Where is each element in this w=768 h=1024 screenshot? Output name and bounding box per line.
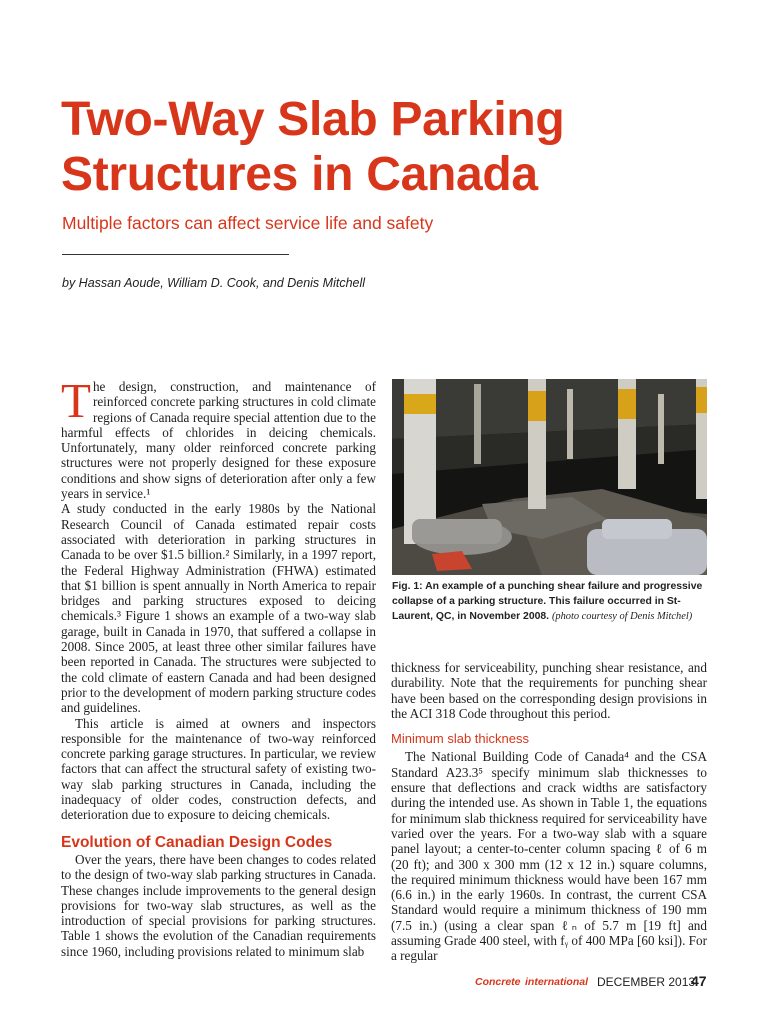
section-heading: Evolution of Canadian Design Codes bbox=[61, 833, 333, 851]
body-paragraph: This article is aimed at owners and inspectors responsible for the maintenance of two-way reinforced concrete parking garage structures. In particular, we review factors that can affect the structural safety of existing two-way slab parking structures in Canada, including the inadequacy of older codes, construction defects, and deterioration due to exposure to deicing chemicals. bbox=[61, 715, 376, 823]
magazine-logo-part2: international bbox=[525, 976, 589, 988]
caption-text: Fig. 1: An example of a punching shear failure and progressive collapse of a parking structure. This failure occurred in St-Laurent, QC, in November 2008. bbox=[392, 581, 703, 622]
title-divider bbox=[62, 254, 289, 255]
subsection-heading: Minimum slab thickness bbox=[391, 731, 529, 747]
body-paragraph: The National Building Code of Canada⁴ and the CSA Standard A23.3⁵ specify minimum slab thicknesses to ensure that deflections and crack widths are satisfactory during the intended use. As shown in Table 1, the equations for minimum slab thickness required for serviceability have varied over the years. For a two-way slab with a square panel layout; a center-to-center column spacing ℓ of 6 m (20 ft); and 300 x 300 mm (12 x 12 in.) square columns, the required minimum thickness would have been 167 mm (6.6 in.) in the early 1960s. In contrast, the current CSA Standard would require a minimum thickness of 190 mm (7.5 in.) (using a clear span ℓₙ of 5.7 m [19 ft] and assuming Grade 400 steel, with fᵧ of 400 MPa [60 ksi]). For a regular bbox=[391, 749, 707, 964]
intro-paragraph bbox=[61, 373, 376, 502]
drop-cap: T bbox=[61, 373, 91, 428]
body-paragraph: Over the years, there have been changes to codes related to the design of two-way slab parking structures in Canada. These changes include improvements to the general design provisions for two-way slab structures, as well as the introduction of special provisions for parking structures. Table 1 shows the evolution of the Canadian requirements since 1960, including provisions related to minimum slab bbox=[61, 851, 376, 959]
page-number: 47 bbox=[691, 973, 707, 989]
article-subtitle: Multiple factors can affect service life and safety bbox=[62, 213, 434, 233]
issue-date: DECEMBER 2013 bbox=[597, 975, 696, 989]
intro-text: he design, construction, and maintenance of reinforced concrete parking structures in cold climate regions of Canada require special attention due to the harmful effects of chlorides in deicing chemicals. Unfortunately, many older reinforced concrete parking structures were not properly designed for these exposure conditions and show signs of deterioration after only a few years in service.¹ bbox=[61, 379, 376, 502]
body-paragraph: A study conducted in the early 1980s by the National Research Council of Canada estimated repair costs associated with deterioration in parking structures in Canada to be over $1.5 billion.² Similarly, in a 1997 report, the Federal Highway Administration (FHWA) estimated that $1 billion is spent annually in North America to repair bridges and parking structures exposed to deicing chemicals.³ Figure 1 shows an example of a two-way slab garage, built in Canada in 1970, that suffered a collapse in 2008. Since 2005, at least three other similar failures have been reported in Canada. The structures were subjected to the cold climate of eastern Canada and had been designed prior to the development of modern parking structure codes and guidelines. bbox=[61, 501, 376, 716]
article-title: Two-Way Slab Parking Structures in Canada bbox=[61, 93, 565, 201]
magazine-logo-part1: Concrete bbox=[475, 976, 521, 988]
collapse-photo bbox=[392, 379, 707, 575]
body-column-right bbox=[391, 660, 707, 964]
page-footer bbox=[475, 973, 709, 991]
byline: by Hassan Aoude, William D. Cook, and Denis Mitchell bbox=[62, 276, 366, 290]
figure-caption bbox=[392, 579, 710, 624]
body-paragraph: thickness for serviceability, punching shear resistance, and durability. Note that the requirements for punching shear have been based on the corresponding design provisions in the ACI 318 Code throughout this period. bbox=[391, 660, 707, 721]
photo-credit: (photo courtesy of Denis Mitchel) bbox=[551, 611, 693, 622]
body-column-left bbox=[61, 373, 376, 959]
